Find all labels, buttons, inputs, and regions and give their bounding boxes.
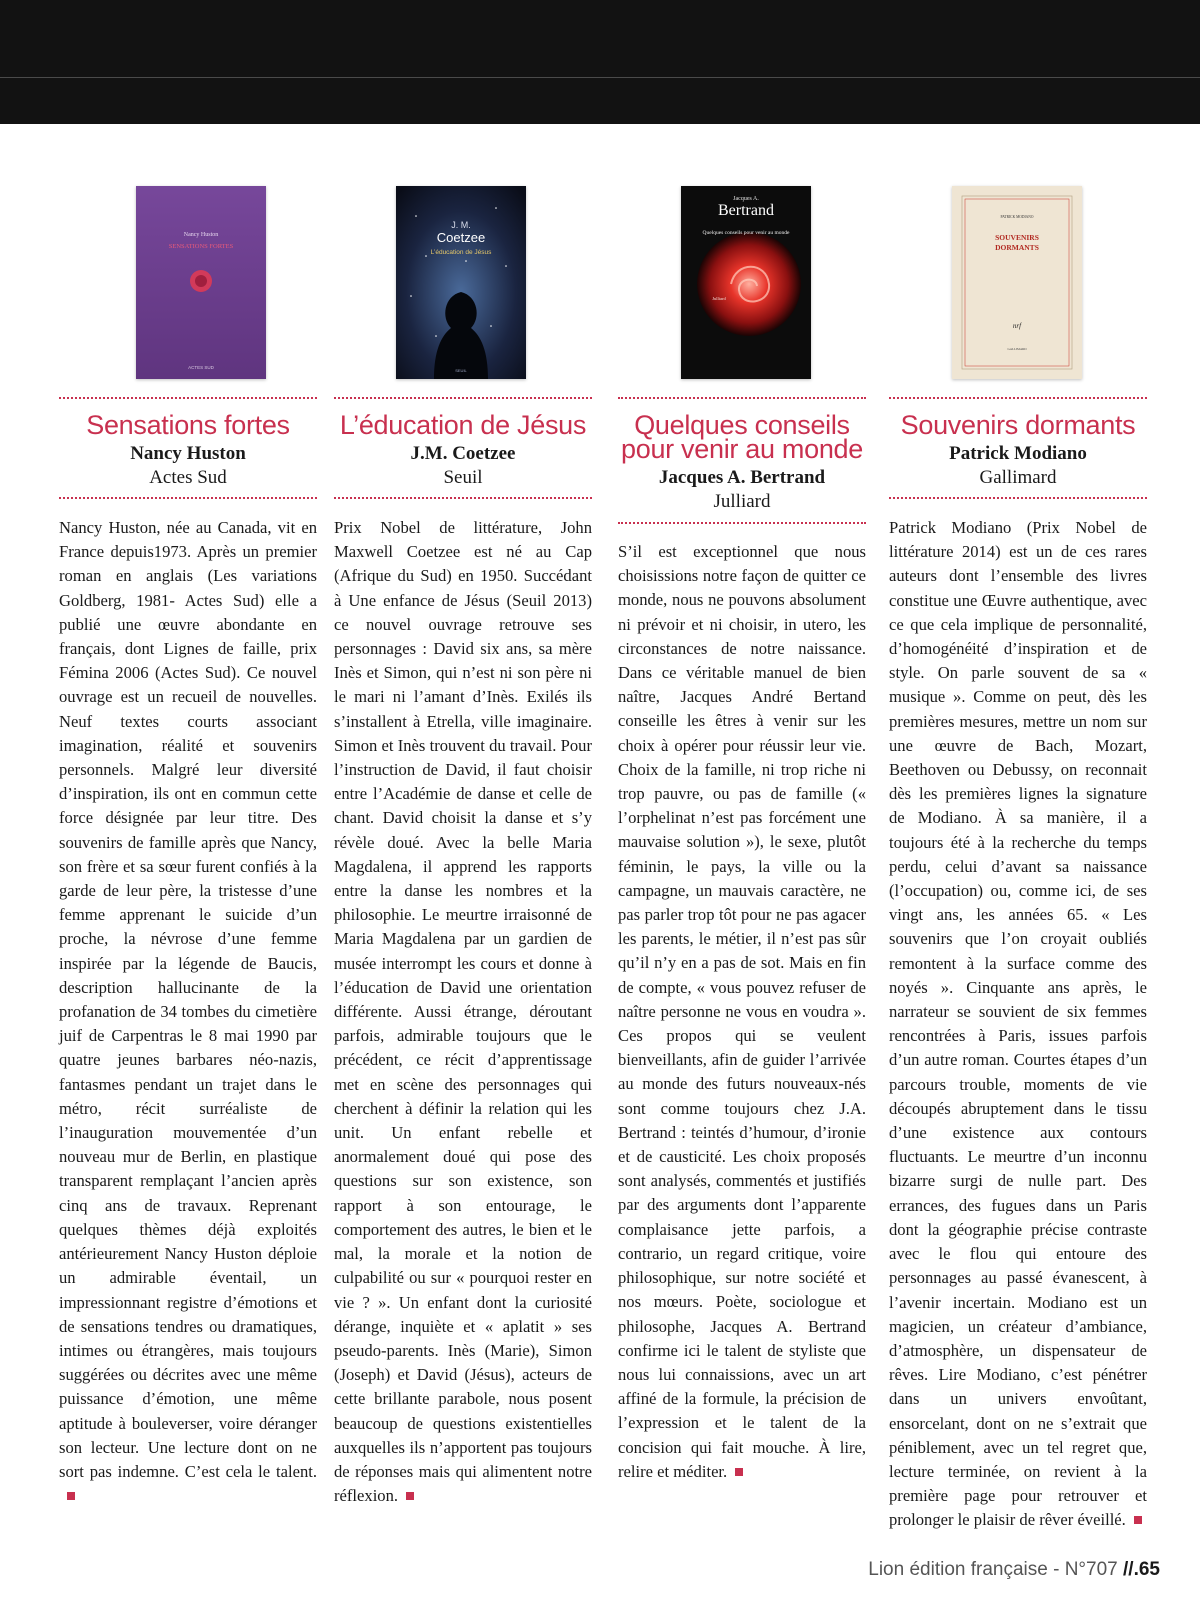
divider-dotted [59,497,317,499]
review-author: Patrick Modiano [949,443,1087,464]
page-footer [868,1559,1160,1581]
cover-author-name: Coetzee [436,230,486,245]
footer-separator: // [1123,1559,1134,1580]
review-publisher: Julliard [713,491,771,512]
review-text: Patrick Modiano (Prix Nobel de littérature 2014) est un de ces rares auteurs dont l’ensemble des livres constitue une Œuvre authentique, avec ce que cela implique de personnalité, d’homogénéité d’inspiration et de style. On parle souvent de sa « musique ». Comme on peut, dès les premières mesures, mettre un nom sur une œuvre de Bach, Mozart, Beethoven ou Debussy, on reconnait dès les premières lignes la signature de Modiano. À sa manière, il a toujours été à la recherche du temps perdu, celui d’avant sa naissance (l’occupation) ou, comme ici, de ses vingt ans, les années 65. « Les souvenirs que l’on croyait oubliés remontent à la surface comme des noyés ». Cinquante ans après, le narrateur se souvient de six femmes rencontrées à Paris, issues parfois d’un autre roman. Courtes étapes d’un parcours trouble, moments de vie découpés abruptement dans le tissu d’une existence aux contours fluctuants. Le meurtre d’un inconnu bizarre surgi de nulle part. Des errances, des fugues dans un Paris dont la géographie précise contraste avec le flou qui entoure des personnages au passé évanescent, à l’avenir incertain. Modiano est un magicien, un créateur d’ambiance, d’atmosphère, un dispensateur de rêves. Lire Modiano, c’est pénétrer dans un univers envoûtant, ensorcelant, dont on ne s’extrait que péniblement, avec un tel regret que, lecture terminée, on revient à la première page pour retrouver et prolonger le plaisir de rêver éveillé. [889,518,1147,1530]
divider-dotted [618,397,866,399]
review-title-line1: Quelques conseils [634,410,850,440]
divider-dotted [889,497,1147,499]
review-body [618,540,866,1484]
cover-publisher: ACTES SUD [188,365,214,370]
end-mark [735,1468,743,1476]
cover-author: Jacques A. [733,196,759,202]
cover-author: Nancy Huston [183,232,219,238]
cover-title: L’éducation de Jésus [430,249,492,256]
cover-author: J. M. [451,220,471,230]
review-author: Jacques A. Bertrand [658,467,826,488]
review-author: Nancy Huston [130,443,246,464]
cover-title-line2: DORMANTS [995,243,1039,252]
banner-rule [0,77,1200,78]
review-title: L’éducation de Jésus [339,410,587,440]
book-cover-sensations-fortes [136,186,266,379]
review-text: Nancy Huston, née au Canada, vit en France depuis1973. Après un premier roman en anglais (Les variations Goldberg, 1981- Actes Sud) elle a publié une œuvre abondante en français, dont Lignes de faille, prix Fémina 2006 (Actes Sud). Ce nouvel ouvrage est un recueil de nouvelles. Neuf textes courts associant imagination, réalité et souvenirs personnels. Malgré leur diversité d’inspiration, ils ont en commun cette force désignée par leur titre. Des souvenirs de famille après que Nancy, son frère et sa sœur furent confiés à la garde de leur père, la tristesse d’une femme apprenant le suicide d’un proche, la névrose d’une femme inspirée par la légende de Baucis, description hallucinante de la profanation de 34 tombes du cimetière juif de Carpentras le 8 mai 1990 par quatre jeunes barbares néo-nazis, fantasmes pendant un trajet dans le métro, récit surréaliste de l’inauguration mouvementée d’un nouveau mur de Berlin, en plastique transparent remplaçant l’ancien après cinq ans de travaux. Reprenant quelques thèmes déjà exploités antérieurement Nancy Huston déploie un admirable éventail, un impressionnant registre d’émotions et de sensations tendres ou dramatiques, intimes ou étrangères, mais toujours suggérées ou décrites avec une même puissance d’émotion, une même aptitude à bouleverser, voire déranger son lecteur. Une lecture dont on ne sort pas indemne. C’est cela le talent. [59,518,317,1481]
cover-publisher: SEUIL [455,368,467,373]
review-author: J.M. Coetzee [410,443,516,464]
review-body [889,516,1147,1533]
review-title-line2: pour venir au monde [621,434,863,464]
review-publisher: Seuil [443,467,483,488]
end-mark [67,1492,75,1500]
review-title: Souvenirs dormants [900,410,1136,440]
end-mark [1134,1516,1142,1524]
book-cover-souvenirs-dormants [952,186,1082,379]
book-cover-quelques-conseils [681,186,811,379]
book-cover-education-de-jesus [396,186,526,379]
review-body [334,516,592,1508]
cover-publisher: Julliard [712,296,726,301]
top-banner [0,0,1200,124]
end-mark [406,1492,414,1500]
magazine-name: Lion édition française - N°707 [868,1559,1118,1580]
review-body [59,516,317,1508]
divider-dotted [59,397,317,399]
cover-title: SENSATIONS FORTES [168,243,234,250]
review-text: S’il est exceptionnel que nous choisissions notre façon de quitter ce monde, nous ne pouvons absolument ni prévoir et ni choisir, in utero, les circonstances de notre naissance. Dans ce véritable manuel de bien naître, Jacques André Bertand conseille les êtres à venir sur les choix à opérer pour réussir leur vie. Choix de la famille, ni trop riche ni trop pauvre, ou pas de famille (« l’orphelinat n’est pas forcément une mauvaise solution »), le sexe, plutôt féminin, le pays, la ville ou la campagne, un mauvais caractère, ne pas parler trop tôt pour ne pas agacer les parents, le métier, il n’est pas sûr qu’il n’y en a pas de sot. Mais en fin de compte, « vous pouvez refuser de naître personne ne vous en voudra ». Ces propos qui se veulent bienveillants, afin de guider l’arrivée au monde des futurs nouveaux-nés sont comme toujours chez J.A. Bertrand : teintés d’humour, d’ironie et de causticité. Les choix proposés sont analysés, commentés et justifiés par des arguments dont l’apparente complaisance jette parfois, a contrario, un regard critique, voire philosophique, sur notre société et nos mœurs. Poète, sociologue et philosophe, Jacques A. Bertrand confirme ici le talent de styliste que nous lui connaissions, avec un art affiné de la formule, la précision de l’expression et le talent de la concision qui fait mouche. À lire, relire et méditer. [618,542,866,1481]
cover-author-name: Bertrand [718,202,774,219]
cover-logo: nrf [1012,322,1022,330]
divider-dotted [618,522,866,524]
cover-title-line1: SOUVENIRS [995,233,1039,242]
review-publisher: Actes Sud [149,467,227,488]
cover-title: Quelques conseils pour venir au monde [702,230,790,236]
divider-dotted [334,397,592,399]
review-publisher: Gallimard [979,467,1057,488]
review-title: Sensations fortes [86,410,290,440]
cover-author: PATRICK MODIANO [1000,215,1034,219]
divider-dotted [334,497,592,499]
cover-publisher: GALLIMARD [1007,347,1027,351]
page-number: .65 [1133,1559,1160,1580]
review-text: Prix Nobel de littérature, John Maxwell Coetzee est né au Cap (Afrique du Sud) en 1950. Succédant à Une enfance de Jésus (Seuil 2013) ce nouvel ouvrage retrouve ses personnages : David six ans, sa mère Inès et Simon, qui n’est ni son père ni le mari ni l’amant d’Inès. Exilés ils s’installent à Etrella, ville imaginaire. Simon et Inès trouvent du travail. Pour l’instruction de David, il faut choisir entre l’Académie de danse et celle de chant. David choisit la danse et s’y révèle doué. Avec la belle Maria Magdalena, il apprend les rapports entre la danse les nombres et la philosophie. Le meurtre irraisonné de Maria Magdalena par un gardien de musée interrompt les cours et donne à l’éducation de David une orientation différente. Aussi étrange, déroutant parfois, admirable toujours que le précédent, ce récit d’apprentissage met en scène des personnages qui cherchent à définir la relation qui les unit. Un enfant rebelle et anormalement doué qui pose des questions sur son existence, son rapport à son entourage, le comportement des autres, le bien et le mal, la morale et la notion de culpabilité ou sur « pourquoi rester en vie ? ». Un enfant dont la curiosité dérange, inquiète et « aplatit » ses pseudo-parents. Inès (Marie), Simon (Joseph) et David (Jésus), acteurs de cette brillante parabole, nous posent beaucoup de questions existentielles auxquelles ils n’apportent pas toujours de réponses mais qui alimentent notre réflexion. [334,518,592,1506]
divider-dotted [889,397,1147,399]
